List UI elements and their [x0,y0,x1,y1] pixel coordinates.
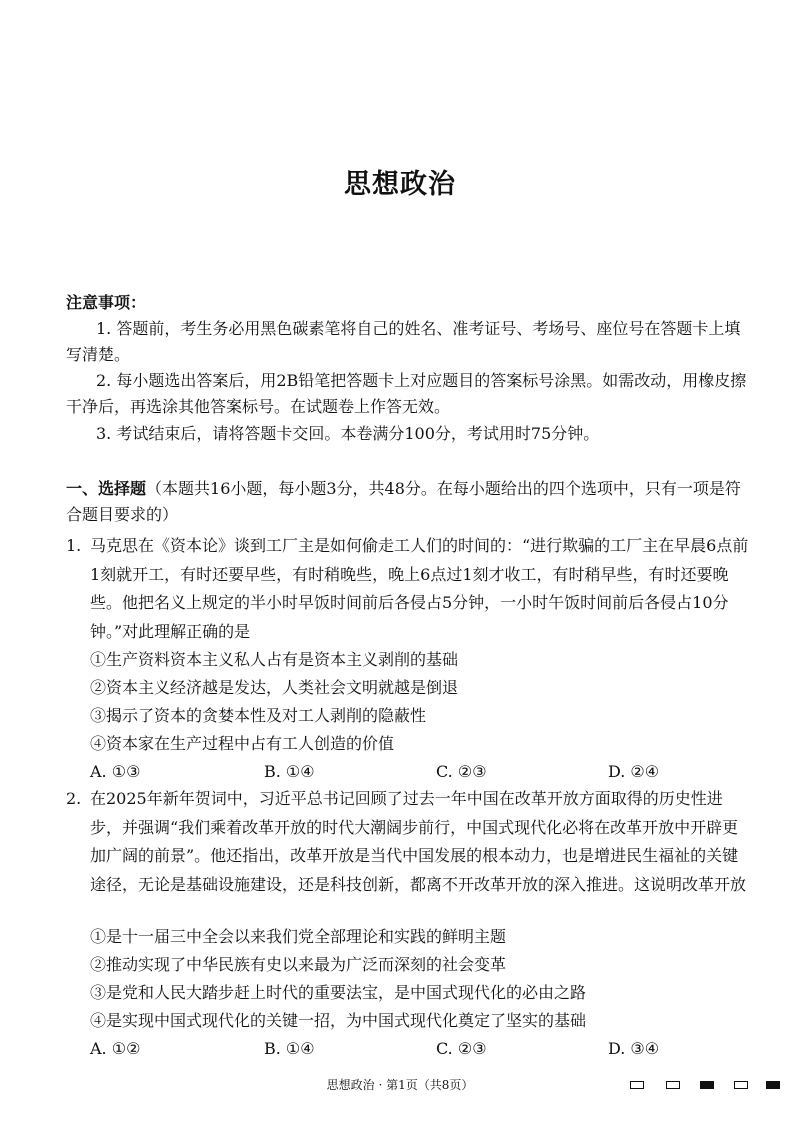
question-2 [66,785,750,899]
notes-item-2: 2. 每小题选出答案后，用2B铅笔把答题卡上对应题目的答案标号涂黑。如需改动，用橡皮擦干净后，再选涂其他答案标号。在试题卷上作答无效。 [66,371,747,416]
scan-mark-3 [700,1081,714,1089]
question-2-option-1: ①是十一届三中全会以来我们党全部理论和实践的鲜明主题 [90,927,507,946]
question-2-choice-d: D. ③④ [608,1039,660,1058]
question-1-option-2: ②资本主义经济越是发达，人类社会文明就越是倒退 [90,678,459,697]
question-2-stem: 在2025年新年贺词中，习近平总书记回顾了过去一年中国在改革开放方面取得的历史性进步，并强调“我们乘着改革开放的时代大潮阔步前行，中国式现代化必将在改革开放中开辟更加广阔的前景”。他还指出，改革开放是当代中国发展的根本动力，也是增进民生福祉的关键途径，无论是基础设施建设，还是科技创新，都离不开改革开放的深入推进。这说明改革开放 [90,789,747,894]
section-1-label: 一、选择题 [66,479,147,498]
question-1 [66,532,750,646]
question-2-option-3: ③是党和人民大踏步赶上时代的重要法宝，是中国式现代化的必由之路 [90,983,587,1002]
question-1-option-1: ①生产资料资本主义私人占有是资本主义剥削的基础 [90,650,459,669]
question-2-choice-c: C. ②③ [436,1039,487,1058]
scan-marks [630,1081,780,1093]
section-1-desc: （本题共16小题，每小题3分，共48分。在每小题给出的四个选项中，只有一项是符合题目要求的） [66,479,741,524]
notes-heading: 注意事项： [66,293,147,312]
question-2-choice-a: A. ①② [90,1039,141,1058]
scan-mark-5 [766,1081,780,1089]
scan-mark-1 [630,1081,644,1089]
question-1-choice-b: B. ①④ [264,762,315,781]
question-2-option-4: ④是实现中国式现代化的关键一招，为中国式现代化奠定了坚实的基础 [90,1011,587,1030]
question-1-number: 1. [66,536,82,555]
scan-mark-2 [666,1081,680,1089]
question-2-number: 2. [66,789,82,808]
question-1-stem: 马克思在《资本论》谈到工厂主是如何偷走工人们的时间的：“进行欺骗的工厂主在早晨6点前1刻就开工，有时还要早些，有时稍晚些，晚上6点过1刻才收工，有时稍早些，有时还要晚些。他把名义上规定的半小时早饭时间前后各侵占5分钟，一小时午饭时间前后各侵占10分钟。”对此理解正确的是 [90,536,749,641]
question-1-choice-a: A. ①③ [90,762,141,781]
page-title: 思想政治 [344,169,456,200]
scan-mark-4 [734,1081,748,1089]
notes-item-1: 1. 答题前，考生务必用黑色碳素笔将自己的姓名、准考证号、考场号、座位号在答题卡上填写清楚。 [66,319,741,364]
question-1-choices [90,758,710,786]
question-1-choice-d: D. ②④ [608,762,660,781]
question-1-choice-c: C. ②③ [436,762,487,781]
notes-item-3: 3. 考试结束后，请将答题卡交回。本卷满分100分，考试用时75分钟。 [96,424,600,443]
question-2-option-2: ②推动实现了中华民族有史以来最为广泛而深刻的社会变革 [90,955,507,974]
page-footer: 思想政治 · 第1页（共8页） [326,1078,474,1092]
section-1-heading [66,476,750,528]
question-1-option-3: ③揭示了资本的贪婪本性及对工人剥削的隐蔽性 [90,706,427,725]
question-2-choice-b: B. ①④ [264,1039,315,1058]
question-2-choices [90,1035,710,1063]
question-1-option-4: ④资本家在生产过程中占有工人创造的价值 [90,734,395,753]
